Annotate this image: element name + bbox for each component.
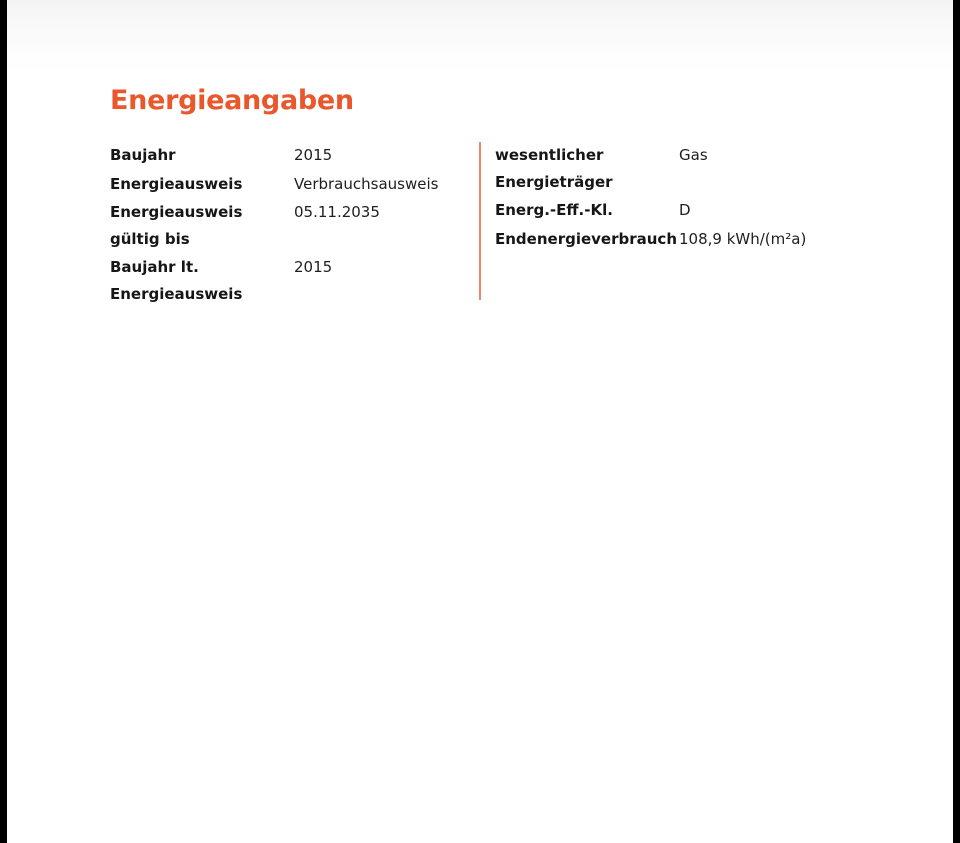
detail-row-gueltig-bis: [110, 199, 480, 252]
detail-value: 05.11.2035: [294, 203, 380, 221]
detail-label: [495, 226, 679, 253]
detail-value: 2015: [294, 258, 333, 276]
column-divider: [479, 142, 481, 300]
detail-label: [495, 142, 679, 195]
detail-value: Verbrauchsausweis: [294, 174, 439, 193]
detail-row-energieausweis: [110, 171, 480, 198]
detail-label-line: wesentlicher: [495, 146, 604, 164]
top-shadow: [7, 0, 953, 72]
detail-row-endenergieverbrauch: [495, 226, 865, 253]
detail-value: 108,9 kWh/(m²a): [679, 229, 807, 248]
energy-details-left: [110, 142, 480, 309]
energy-details-right: [495, 142, 865, 254]
detail-label-line: Energieträger: [495, 172, 613, 191]
detail-value: 2015: [294, 146, 333, 164]
detail-label-line: Energieausweis: [110, 174, 243, 193]
detail-label-line: Baujahr lt.: [110, 258, 199, 276]
detail-row-baujahr: [110, 142, 480, 169]
detail-row-baujahr-lt-energieausweis: [110, 254, 480, 307]
detail-label-line: Endenergieverbrauch: [495, 229, 677, 248]
detail-value: Gas: [679, 146, 708, 164]
detail-row-effizienzklasse: [495, 197, 865, 224]
section-title: Energieangaben: [110, 85, 354, 116]
detail-row-energietraeger: [495, 142, 865, 195]
detail-label: [110, 142, 294, 169]
page: [7, 0, 953, 843]
detail-label-line: Baujahr: [110, 146, 176, 164]
detail-value: D: [679, 201, 691, 219]
detail-label-line: Energieausweis: [110, 203, 243, 221]
detail-label: [495, 197, 679, 224]
detail-label-line: Energieausweis: [110, 284, 243, 303]
detail-label: [110, 199, 294, 252]
detail-label: [110, 171, 294, 198]
detail-label-line: Energ.-Eff.-Kl.: [495, 201, 613, 219]
detail-label: [110, 254, 294, 307]
detail-label-line: gültig bis: [110, 229, 190, 248]
